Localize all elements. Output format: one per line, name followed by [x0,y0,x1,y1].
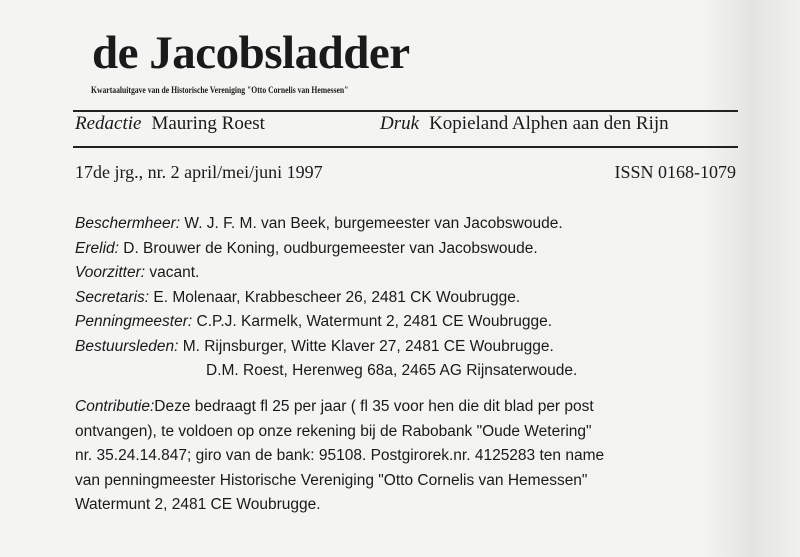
print-credit [380,113,669,135]
board-list [75,212,737,384]
contribution-line [75,469,737,494]
board-line [75,261,737,286]
board-role: Erelid: [75,239,119,257]
board-member: D. Brouwer de Koning, oudburgemeester van Jacobswoude. [118,239,538,257]
board-member: W. J. F. M. van Beek, burgemeester van Jacobswoude. [180,215,563,232]
top-rule [73,110,738,112]
issn-number: ISSN 0168-1079 [614,162,736,182]
contribution-line [75,493,737,518]
board-member: E. Molenaar, Krabbescheer 26, 2481 CK Woubrugge. [149,288,521,306]
board-line [75,335,737,360]
board-role: Secretaris: [75,288,150,306]
board-line [75,237,737,262]
print-label: Druk [380,113,420,134]
board-line-extra: D.M. Roest, Herenweg 68a, 2465 AG Rijnsaterwoude. [206,362,578,379]
board-member: C.P.J. Karmelk, Watermunt 2, 2481 CE Woubrugge. [192,313,553,330]
board-line [75,212,737,237]
board-line [75,286,737,311]
contribution-line [75,444,737,469]
contribution-text: nr. 35.24.14.847; giro van de bank: 95108. Postgirorek.nr. 4125283 ten name [75,447,605,464]
editor-credit [75,113,265,135]
contribution-label: Contributie: [75,398,155,415]
board-role: Voorzitter: [75,264,146,281]
contribution-text: Deze bedraagt fl 25 per jaar ( fl 35 voor hen die dit blad per post [154,398,594,415]
masthead-title: de Jacobsladder [92,27,410,79]
contribution-first [75,395,594,420]
contribution-text: ontvangen), te voldoen op onze rekening bij de Rabobank "Oude Wetering" [75,422,592,440]
contribution-line [75,420,737,445]
editor-name: Mauring Roest [151,113,265,134]
bottom-rule [73,146,738,148]
board-member: M. Rijnsburger, Witte Klaver 27, 2481 CE Woubrugge. [178,337,554,355]
board-role: Beschermheer: [75,215,181,232]
print-name: Kopieland Alphen aan den Rijn [429,113,669,134]
board-member: vacant. [145,264,200,281]
board-role: Bestuursleden: [75,337,179,355]
board-role: Penningmeester: [75,313,193,330]
contribution-line [75,395,737,420]
editor-label: Redactie [75,113,142,134]
contribution-text: Watermunt 2, 2481 CE Woubrugge. [75,496,321,513]
board-line [75,310,737,335]
contribution-text: van penningmeester Historische Vereniging "Otto Cornelis van Hemessen" [75,471,588,489]
contribution-paragraph [75,395,737,518]
issue-volume: 17de jrg., nr. 2 april/mei/juni 1997 [75,162,323,182]
masthead-subtitle: Kwartaaluitgave van de Historische Vereniging "Otto Cornelis van Hemessen" [91,85,349,95]
issue-line [75,162,736,183]
